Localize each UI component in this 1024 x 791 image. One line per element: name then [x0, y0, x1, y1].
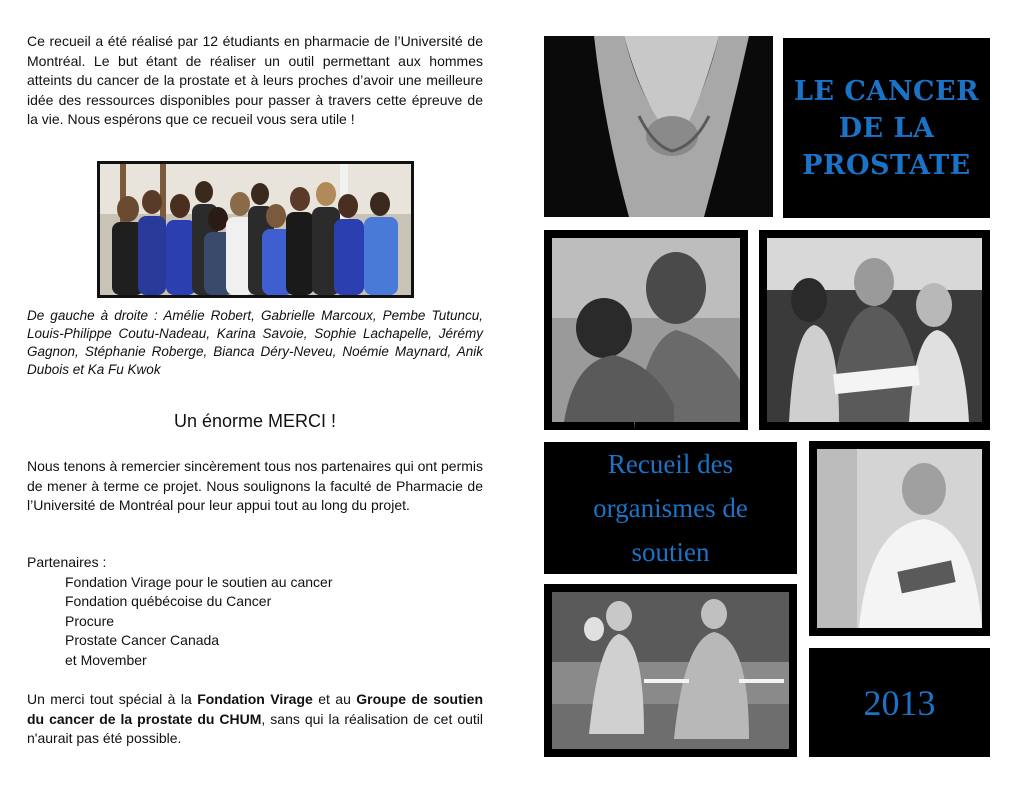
recueil-title: [593, 442, 748, 574]
partner-item: Fondation Virage pour le soutien au cancer: [65, 573, 333, 590]
partners-list: [27, 573, 483, 671]
cover-title-line: LE CANCER: [793, 75, 980, 107]
photo-grandfather-reading: [759, 230, 990, 430]
recueil-title-box: [544, 442, 797, 574]
special-bold-text: Groupe de soutien du cancer de la prostate du CHUM: [27, 691, 483, 727]
thanks-block: [27, 457, 483, 516]
photo-men-on-chairs: [544, 584, 797, 757]
partners-label: Partenaires :: [27, 554, 107, 570]
special-text: Un merci tout spécial à la: [27, 691, 198, 707]
year-box: [809, 648, 990, 757]
recueil-title-line: organismes de: [593, 493, 748, 523]
partner-item: et Movember: [65, 651, 147, 668]
cover-title: [794, 73, 979, 184]
partners-block: [27, 553, 483, 670]
cover-title-box: [783, 38, 990, 218]
cover-year: 2013: [863, 682, 936, 723]
special-thanks-paragraph: [27, 690, 483, 749]
merci-heading: Un énorme MERCI !: [173, 411, 337, 431]
special-text: , sans qui la réalisation de cet outil n'aurait pas été possible.: [27, 710, 483, 746]
partner-item: Procure: [65, 612, 115, 629]
photo-hands: [544, 36, 773, 217]
photo-pharmacist: [809, 441, 990, 636]
group-photo: [97, 161, 414, 298]
special-text: et au: [312, 691, 357, 707]
photo-caption: De gauche à droite : Amélie Robert, Gabrielle Marcoux, Pembe Tutuncu, Louis-Philippe Coutu-Nadeau, Karina Savoie, Sophie Lachapelle, Jérémy Gagnon, Stéphanie Roberge, Bianca Déry-Neveu, Noémie Maynard, Anik Dubois et Ka Fu Kwok: [27, 308, 483, 377]
intro-paragraph: Ce recueil a été réalisé par 12 étudiants en pharmacie de l’Université de Montréal. Le but étant de réaliser un outil permettant aux hommes atteints du cancer de la prostate et à leurs proches d’avoir une meilleure idée des ressources disponibles pour passer à travers cette épreuve de la vie. Nous espérons que ce recueil vous sera utile !: [27, 33, 483, 127]
special-bold-text: Fondation Virage: [197, 691, 313, 707]
cover-title-line: DE LA: [838, 112, 935, 144]
recueil-title-line: soutien: [631, 537, 710, 567]
recueil-title-line: Recueil des: [607, 449, 734, 479]
partner-item: Prostate Cancer Canada: [65, 632, 220, 648]
special-thanks-block: [27, 690, 483, 749]
intro-block: [27, 32, 483, 130]
photo-couple-hug: [544, 230, 748, 430]
partner-item: Fondation québécoise du Cancer: [65, 593, 272, 609]
cover-title-line: PROSTATE: [802, 149, 971, 181]
thanks-paragraph: Nous tenons à remercier sincèrement tous nos partenaires qui ont permis de mener à terme ce projet. Nous soulignons la faculté de Pharmacie de l’Université de Montréal pour leur appui tout au long du projet.: [27, 458, 483, 513]
